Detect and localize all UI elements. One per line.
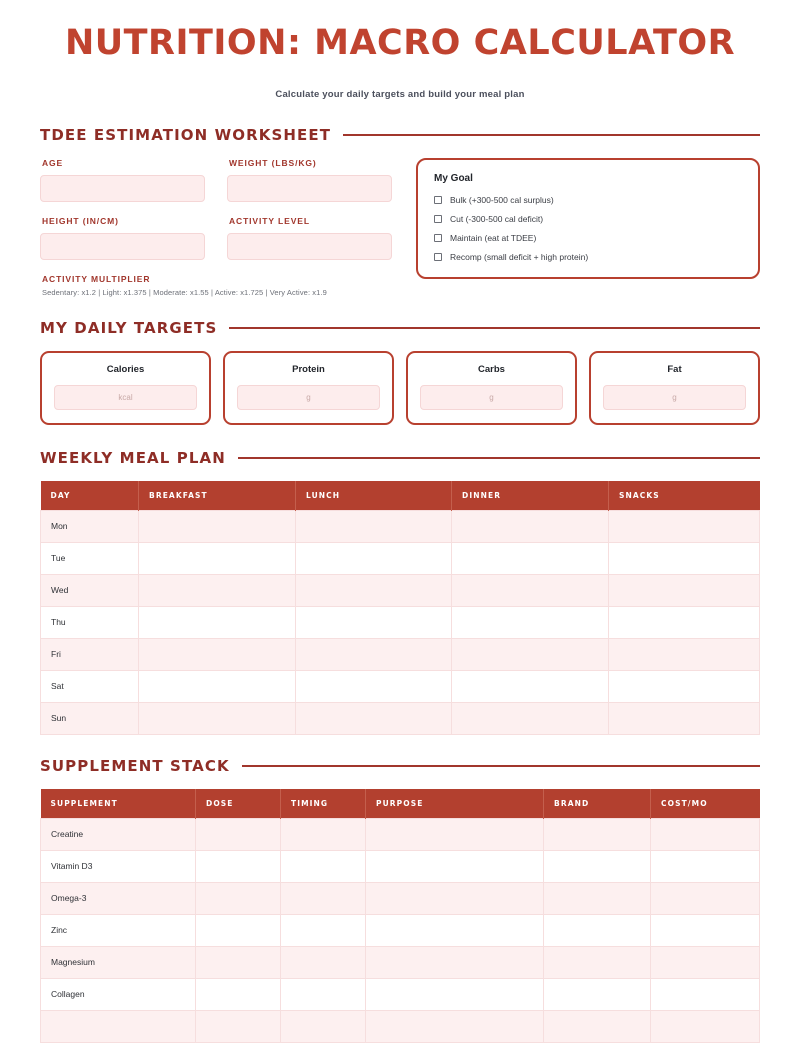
cell-brand[interactable]	[544, 850, 651, 882]
table-row	[41, 978, 760, 1010]
cell-brand[interactable]	[544, 978, 651, 1010]
activity-level-input[interactable]	[227, 233, 392, 260]
age-input[interactable]	[40, 175, 205, 202]
cell-snacks[interactable]	[609, 542, 760, 574]
field-label-activity-level: ACTIVITY LEVEL	[229, 215, 310, 226]
column-header-cost-per-month: COST/MO	[651, 789, 760, 819]
table-row	[41, 574, 760, 606]
table-row	[41, 702, 760, 734]
cell-dinner[interactable]	[452, 542, 609, 574]
goal-option-cut[interactable]	[434, 214, 742, 224]
column-header-brand: BRAND	[544, 789, 651, 819]
cell-dinner[interactable]	[452, 702, 609, 734]
cell-brand[interactable]	[544, 818, 651, 850]
meal-plan-table-header	[41, 481, 760, 511]
goal-option-label: Cut (-300-500 cal deficit)	[450, 213, 544, 224]
goal-option-maintain[interactable]	[434, 233, 742, 243]
supplement-section-title: SUPPLEMENT STACK	[40, 756, 230, 775]
day-label: Sun	[41, 702, 139, 734]
column-header-purpose: PURPOSE	[366, 789, 544, 819]
cell-dose[interactable]	[196, 914, 281, 946]
cell-timing[interactable]	[281, 850, 366, 882]
table-row	[41, 882, 760, 914]
activity-multiplier-note: Sedentary: x1.2 | Light: x1.375 | Moderate: x1.55 | Active: x1.725 | Very Active: x1.9	[42, 287, 327, 297]
checkbox-icon[interactable]	[434, 196, 442, 204]
field-height	[40, 216, 205, 274]
cell-brand[interactable]	[544, 882, 651, 914]
field-label-weight: WEIGHT (LBS/KG)	[229, 157, 317, 168]
table-header-row	[41, 789, 760, 819]
supplement-name: Creatine	[41, 818, 196, 850]
supplement-table-body	[41, 818, 760, 1042]
tdee-section-heading	[40, 126, 760, 144]
cell-breakfast[interactable]	[139, 542, 296, 574]
section-rule	[343, 134, 760, 136]
cell-cost[interactable]	[651, 818, 760, 850]
cell-brand[interactable]	[544, 914, 651, 946]
table-row	[41, 670, 760, 702]
cell-lunch[interactable]	[296, 574, 452, 606]
daily-targets-section	[40, 319, 760, 425]
cell-dinner[interactable]	[452, 638, 609, 670]
cell-timing[interactable]	[281, 1010, 366, 1042]
cell-timing[interactable]	[281, 978, 366, 1010]
page-header	[0, 0, 800, 100]
supplement-section-heading	[40, 757, 760, 775]
activity-multiplier-label: ACTIVITY MULTIPLIER	[42, 273, 151, 284]
calories-input[interactable]	[54, 385, 197, 410]
cell-breakfast[interactable]	[139, 606, 296, 638]
section-rule	[242, 765, 760, 767]
table-row	[41, 1010, 760, 1042]
field-activity-level	[227, 216, 392, 274]
cell-breakfast[interactable]	[139, 574, 296, 606]
cell-purpose[interactable]	[366, 882, 544, 914]
cell-snacks[interactable]	[609, 670, 760, 702]
supplement-name: Magnesium	[41, 946, 196, 978]
field-age	[40, 158, 205, 216]
target-card-protein	[223, 351, 394, 425]
cell-cost[interactable]	[651, 946, 760, 978]
cell-snacks[interactable]	[609, 574, 760, 606]
cell-dinner[interactable]	[452, 574, 609, 606]
target-card-title: Protein	[292, 363, 325, 375]
table-header-row	[41, 481, 760, 511]
day-label: Mon	[41, 510, 139, 542]
cell-breakfast[interactable]	[139, 510, 296, 542]
meal-plan-table	[40, 481, 760, 735]
cell-cost[interactable]	[651, 1010, 760, 1042]
meal-plan-table-body	[41, 510, 760, 734]
goal-option-label: Bulk (+300-500 cal surplus)	[450, 194, 554, 205]
page-subtitle: Calculate your daily targets and build your meal plan	[275, 88, 525, 100]
cell-cost[interactable]	[651, 882, 760, 914]
cell-snacks[interactable]	[609, 702, 760, 734]
cell-dose[interactable]	[196, 978, 281, 1010]
protein-input[interactable]	[237, 385, 380, 410]
supplement-table-header	[41, 789, 760, 819]
target-card-title: Carbs	[478, 363, 505, 375]
table-row	[41, 818, 760, 850]
target-card-title: Calories	[106, 363, 145, 375]
table-row	[41, 638, 760, 670]
target-card-calories	[40, 351, 211, 425]
cell-lunch[interactable]	[296, 542, 452, 574]
cell-breakfast[interactable]	[139, 638, 296, 670]
target-card-fat	[589, 351, 760, 425]
cell-lunch[interactable]	[296, 670, 452, 702]
target-card-title: Fat	[667, 363, 682, 375]
cell-dose[interactable]	[196, 818, 281, 850]
page-title: NUTRITION: MACRO CALCULATOR	[64, 23, 736, 63]
day-label: Tue	[41, 542, 139, 574]
cell-brand[interactable]	[544, 1010, 651, 1042]
tdee-section	[40, 126, 760, 297]
cell-dose[interactable]	[196, 946, 281, 978]
table-row	[41, 510, 760, 542]
cell-cost[interactable]	[651, 914, 760, 946]
cell-purpose[interactable]	[366, 1010, 544, 1042]
supplement-stack-section	[40, 757, 760, 1043]
day-label: Sat	[41, 670, 139, 702]
column-header-timing: TIMING	[281, 789, 366, 819]
weight-input[interactable]	[227, 175, 392, 202]
cell-purpose[interactable]	[366, 818, 544, 850]
cell-purpose[interactable]	[366, 946, 544, 978]
weekly-meal-plan-section	[40, 449, 760, 735]
cell-lunch[interactable]	[296, 510, 452, 542]
goal-option-recomp[interactable]	[434, 252, 742, 262]
cell-dose[interactable]	[196, 882, 281, 914]
column-header-breakfast: BREAKFAST	[139, 481, 296, 511]
table-row	[41, 914, 760, 946]
day-label: Thu	[41, 606, 139, 638]
supplement-name: Omega-3	[41, 882, 196, 914]
goal-option-bulk[interactable]	[434, 195, 742, 205]
tdee-fields	[40, 158, 392, 297]
column-header-dose: DOSE	[196, 789, 281, 819]
tdee-section-title: TDEE ESTIMATION WORKSHEET	[40, 125, 332, 144]
column-header-day: DAY	[41, 481, 139, 511]
supplement-name: Collagen	[41, 978, 196, 1010]
supplement-table	[40, 789, 760, 1043]
checkbox-icon[interactable]	[434, 215, 442, 223]
column-header-supplement: SUPPLEMENT	[41, 789, 196, 819]
targets-section-heading	[40, 319, 760, 337]
day-label: Wed	[41, 574, 139, 606]
targets-section-title: MY DAILY TARGETS	[40, 318, 218, 337]
worksheet-body	[0, 126, 800, 1043]
table-row	[41, 850, 760, 882]
cell-cost[interactable]	[651, 978, 760, 1010]
meal-plan-section-title: WEEKLY MEAL PLAN	[40, 448, 226, 467]
cell-breakfast[interactable]	[139, 670, 296, 702]
table-row	[41, 606, 760, 638]
checkbox-icon[interactable]	[434, 234, 442, 242]
checkbox-icon[interactable]	[434, 253, 442, 261]
cell-snacks[interactable]	[609, 638, 760, 670]
my-goal-title: My Goal	[434, 172, 473, 184]
cell-dose[interactable]	[196, 1010, 281, 1042]
carbs-input[interactable]	[420, 385, 563, 410]
field-label-height: HEIGHT (IN/CM)	[42, 215, 119, 226]
cell-timing[interactable]	[281, 914, 366, 946]
day-label: Fri	[41, 638, 139, 670]
cell-dose[interactable]	[196, 850, 281, 882]
cell-lunch[interactable]	[296, 606, 452, 638]
cell-lunch[interactable]	[296, 638, 452, 670]
cell-cost[interactable]	[651, 850, 760, 882]
cell-snacks[interactable]	[609, 510, 760, 542]
cell-timing[interactable]	[281, 882, 366, 914]
section-rule	[229, 327, 760, 329]
cell-breakfast[interactable]	[139, 702, 296, 734]
cell-purpose[interactable]	[366, 914, 544, 946]
column-header-lunch: LUNCH	[296, 481, 452, 511]
goal-option-label: Recomp (small deficit + high protein)	[450, 251, 589, 262]
cell-timing[interactable]	[281, 818, 366, 850]
cell-snacks[interactable]	[609, 606, 760, 638]
meal-plan-section-heading	[40, 449, 760, 467]
supplement-name: Vitamin D3	[41, 850, 196, 882]
my-goal-box	[416, 158, 760, 279]
field-weight	[227, 158, 392, 216]
cell-dinner[interactable]	[452, 670, 609, 702]
cell-dinner[interactable]	[452, 510, 609, 542]
supplement-name: Zinc	[41, 914, 196, 946]
target-card-carbs	[406, 351, 577, 425]
supplement-name	[41, 1010, 196, 1042]
section-rule	[238, 457, 760, 459]
goal-option-label: Maintain (eat at TDEE)	[450, 232, 537, 243]
cell-purpose[interactable]	[366, 850, 544, 882]
height-input[interactable]	[40, 233, 205, 260]
cell-timing[interactable]	[281, 946, 366, 978]
field-label-age: AGE	[42, 157, 64, 168]
column-header-dinner: DINNER	[452, 481, 609, 511]
cell-purpose[interactable]	[366, 978, 544, 1010]
cell-dinner[interactable]	[452, 606, 609, 638]
table-row	[41, 542, 760, 574]
cell-lunch[interactable]	[296, 702, 452, 734]
table-row	[41, 946, 760, 978]
cell-brand[interactable]	[544, 946, 651, 978]
column-header-snacks: SNACKS	[609, 481, 760, 511]
fat-input[interactable]	[603, 385, 746, 410]
